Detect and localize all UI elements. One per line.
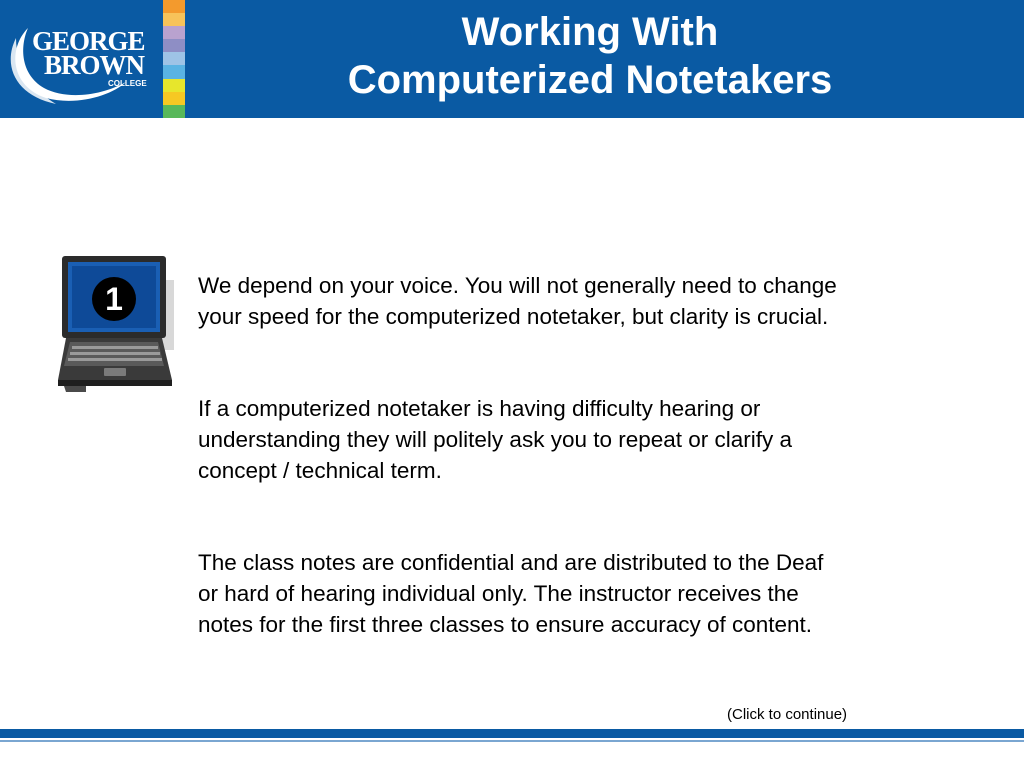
- paragraph-2: [198, 393, 958, 486]
- slide-title: [230, 8, 950, 104]
- click-to-continue-link[interactable]: (Click to continue): [727, 706, 848, 723]
- paragraph-line: If a computerized notetaker is having difficulty hearing or: [198, 396, 761, 421]
- color-stripe: [163, 92, 185, 105]
- paragraph-line: concept / technical term.: [198, 458, 442, 483]
- paragraph-line: or hard of hearing individual only. The instructor receives the: [198, 581, 799, 606]
- color-stripes: [163, 0, 185, 118]
- paragraph-1: [198, 270, 958, 332]
- color-stripe: [163, 0, 185, 13]
- logo-text-college: COLLEGE: [108, 79, 147, 88]
- color-stripe: [163, 79, 185, 92]
- color-stripe: [163, 105, 185, 118]
- logo-text-brown: BROWN: [44, 50, 145, 80]
- color-stripe: [163, 65, 185, 78]
- color-stripe: [163, 52, 185, 65]
- title-line-2: Computerized Notetakers: [347, 58, 833, 102]
- george-brown-logo: [6, 8, 156, 108]
- paragraph-line: notes for the first three classes to ensure accuracy of content.: [198, 612, 813, 637]
- paragraph-3: [198, 547, 958, 640]
- paragraph-line: We depend on your voice. You will not generally need to change: [198, 273, 837, 298]
- footer-line: [0, 740, 1024, 742]
- color-stripe: [163, 39, 185, 52]
- paragraph-line: your speed for the computerized notetaker, but clarity is crucial.: [198, 304, 829, 329]
- laptop-number: 1: [105, 281, 123, 317]
- footer-bar: [0, 729, 1024, 738]
- header-bar: [0, 0, 1024, 118]
- color-stripe: [163, 26, 185, 39]
- paragraph-line: The class notes are confidential and are distributed to the Deaf: [198, 550, 824, 575]
- logo-text-george: GEORGE: [32, 26, 145, 56]
- title-line-1: Working With: [461, 10, 719, 54]
- laptop-icon: [56, 254, 176, 394]
- color-stripe: [163, 13, 185, 26]
- paragraph-line: understanding they will politely ask you to repeat or clarify a: [198, 427, 793, 452]
